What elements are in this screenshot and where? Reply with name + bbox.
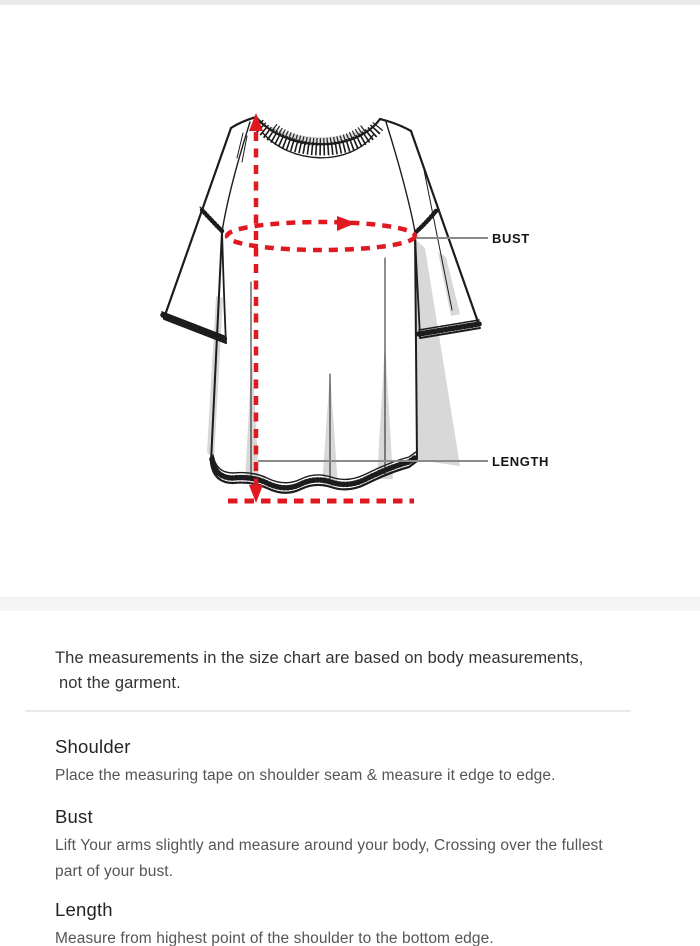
note-line-1: The measurements in the size chart are based on body measurements, <box>55 649 584 667</box>
bust-heading: Bust <box>55 806 93 827</box>
bust-instruction-line-2: part of your bust. <box>55 863 174 880</box>
length-label: LENGTH <box>492 454 550 469</box>
bust-instruction-line-1: Lift Your arms slightly and measure around your body, Crossing over the fullest <box>55 837 603 854</box>
length-heading: Length <box>55 899 113 920</box>
bust-arrowhead <box>337 216 356 231</box>
shoulder-instruction: Place the measuring tape on shoulder seam & measure it edge to edge. <box>55 767 556 784</box>
section-length <box>55 898 635 946</box>
fabric-shading <box>207 124 460 486</box>
length-instruction: Measure from highest point of the shoulder to the bottom edge. <box>55 930 494 946</box>
shoulder-heading: Shoulder <box>55 736 131 757</box>
size-chart-note <box>55 646 615 696</box>
diagram-labels <box>258 231 549 469</box>
section-shoulder <box>55 735 635 789</box>
bust-label: BUST <box>492 231 530 246</box>
section-bust <box>55 805 635 885</box>
horizontal-divider <box>25 710 631 712</box>
left-underarm-stitching <box>202 210 222 231</box>
note-line-2: not the garment. <box>59 674 181 692</box>
section-divider-band <box>0 597 700 611</box>
